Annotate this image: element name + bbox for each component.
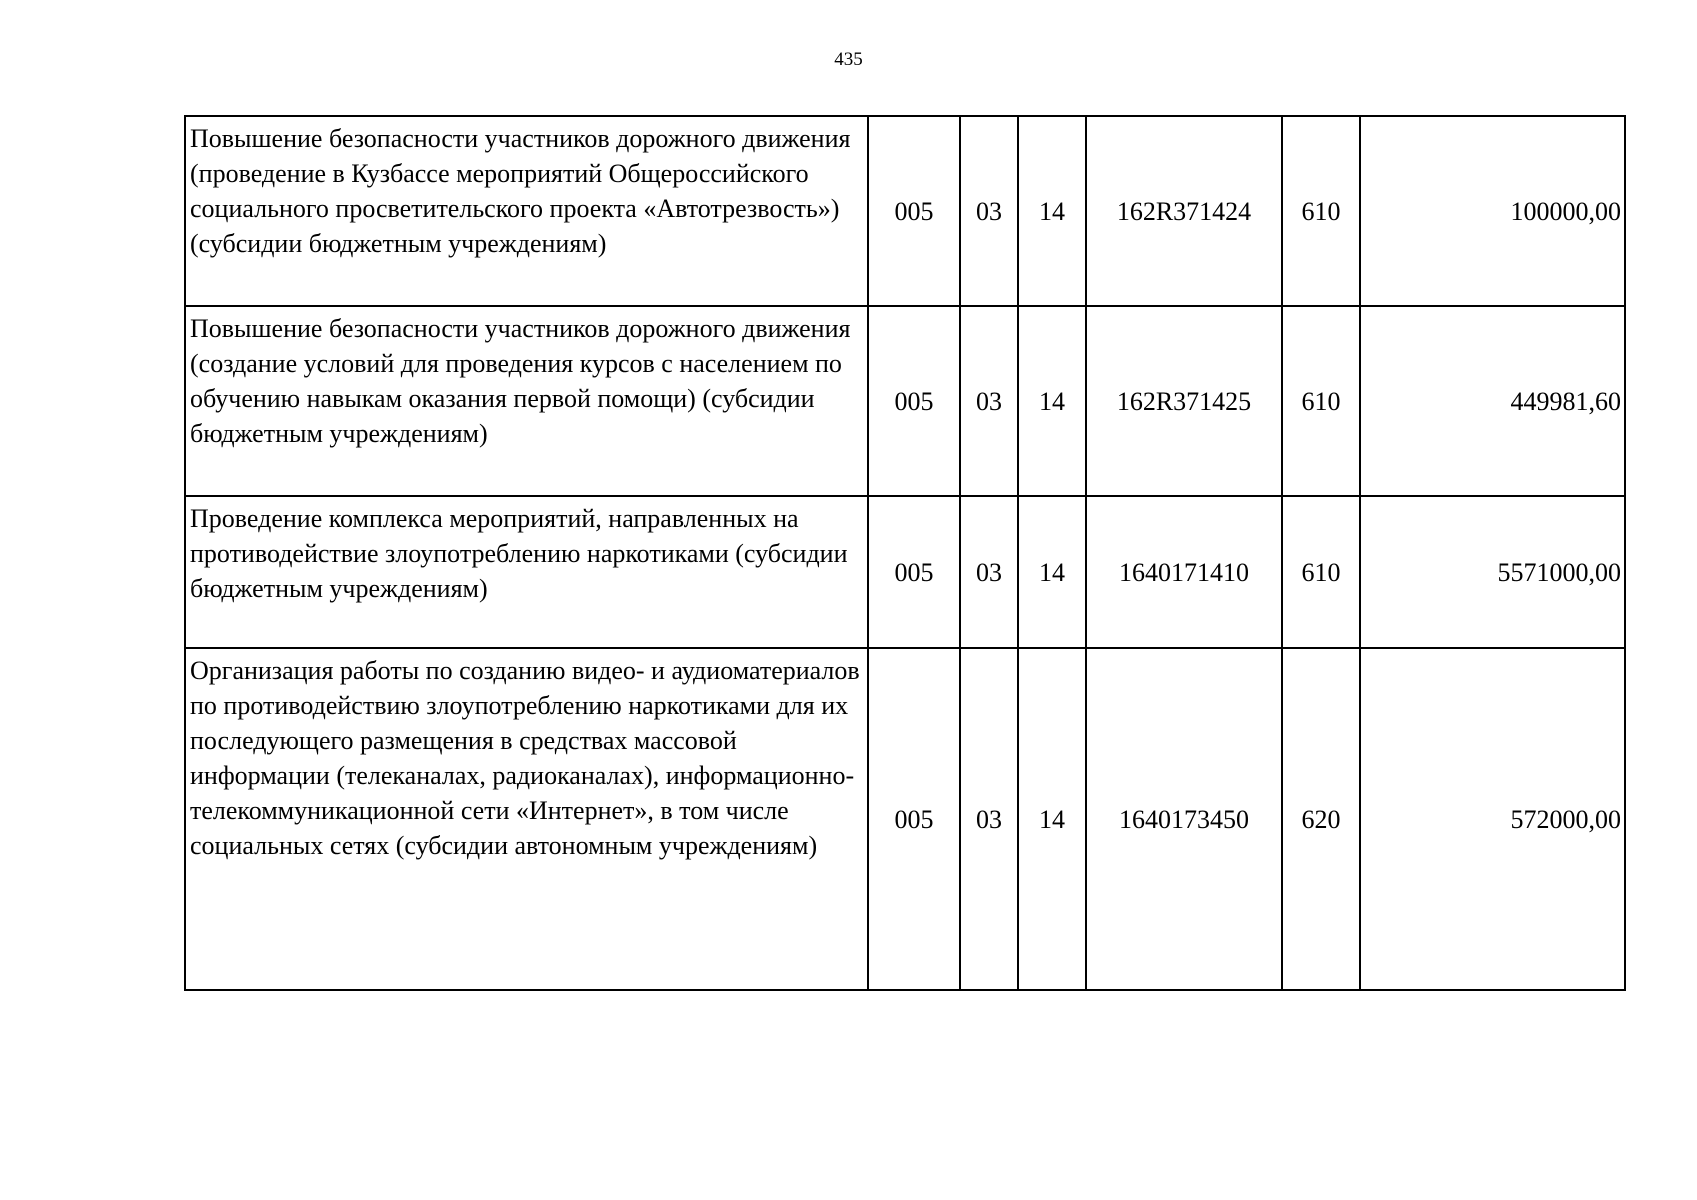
row-subsection-code: 14 (1018, 496, 1086, 648)
row-target-article: 162R371424 (1086, 116, 1282, 306)
row-expense-type: 610 (1282, 306, 1360, 496)
row-section-code: 03 (960, 648, 1018, 990)
budget-table (184, 115, 1626, 991)
row-target-article: 1640171410 (1086, 496, 1282, 648)
row-ministry-code: 005 (868, 496, 960, 648)
row-amount: 5571000,00 (1360, 496, 1625, 648)
row-ministry-code: 005 (868, 116, 960, 306)
row-description: Проведение комплекса мероприятий, направленных на противодействие злоупотреблению наркотиками (субсидии бюджетным учреждениям) (185, 496, 868, 648)
row-section-code: 03 (960, 306, 1018, 496)
row-description: Повышение безопасности участников дорожного движения (создание условий для проведения курсов с населением по обучению навыкам оказания первой помощи) (субсидии бюджетным учреждениям) (185, 306, 868, 496)
table-row (185, 648, 1625, 990)
page-number: 435 (834, 49, 863, 70)
row-expense-type: 620 (1282, 648, 1360, 990)
row-section-code: 03 (960, 116, 1018, 306)
row-expense-type: 610 (1282, 116, 1360, 306)
row-amount: 100000,00 (1360, 116, 1625, 306)
table-row (185, 496, 1625, 648)
row-ministry-code: 005 (868, 306, 960, 496)
row-target-article: 162R371425 (1086, 306, 1282, 496)
row-subsection-code: 14 (1018, 648, 1086, 990)
row-section-code: 03 (960, 496, 1018, 648)
row-expense-type: 610 (1282, 496, 1360, 648)
table-row (185, 116, 1625, 306)
row-description: Организация работы по созданию видео- и аудиоматериалов по противодействию злоупотреблению наркотиками для их последующего размещения в средствах массовой информации (телеканалах, радиоканалах), информационно-телекоммуникационной сети «Интернет», в том числе социальных сетях (субсидии автономным учреждениям) (185, 648, 868, 990)
row-amount: 449981,60 (1360, 306, 1625, 496)
row-target-article: 1640173450 (1086, 648, 1282, 990)
row-subsection-code: 14 (1018, 306, 1086, 496)
row-description: Повышение безопасности участников дорожного движения (проведение в Кузбассе мероприятий Общероссийского социального просветительского проекта «Автотрезвость») (субсидии бюджетным учреждениям) (185, 116, 868, 306)
table-row (185, 306, 1625, 496)
row-ministry-code: 005 (868, 648, 960, 990)
row-amount: 572000,00 (1360, 648, 1625, 990)
row-subsection-code: 14 (1018, 116, 1086, 306)
